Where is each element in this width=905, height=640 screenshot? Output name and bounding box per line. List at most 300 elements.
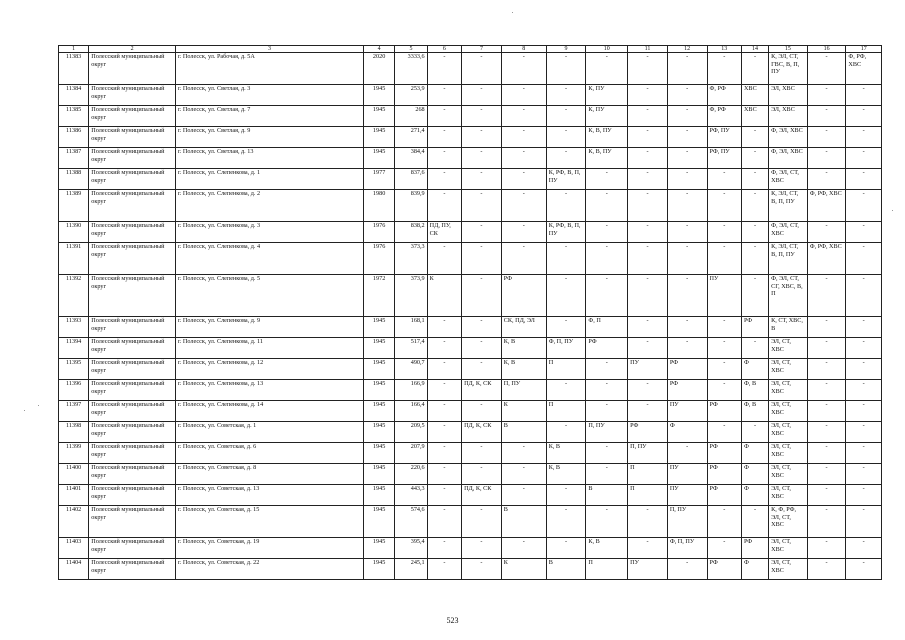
cell-col-17: - bbox=[846, 443, 882, 464]
table-row bbox=[59, 243, 882, 275]
cell-col-7: - bbox=[462, 401, 502, 422]
cell-col-9: П bbox=[546, 401, 586, 422]
cell-col-6: - bbox=[427, 506, 461, 538]
cell-col-8: - bbox=[501, 243, 546, 275]
cell-col-1: 11402 bbox=[59, 506, 89, 538]
cell-col-15: ЭЛ, СТ, ХВС bbox=[769, 443, 808, 464]
cell-col-4: 2020 bbox=[363, 53, 394, 85]
cell-col-4: 1945 bbox=[363, 538, 394, 559]
column-number-12: 12 bbox=[667, 46, 707, 53]
cell-col-5: 268 bbox=[395, 106, 427, 127]
cell-col-14: Ф, В bbox=[741, 401, 768, 422]
cell-col-2: Полесский муниципальный округ bbox=[89, 148, 176, 169]
cell-col-4: 1945 bbox=[363, 380, 394, 401]
cell-col-4: 1945 bbox=[363, 485, 394, 506]
cell-col-13: - bbox=[707, 506, 741, 538]
cell-col-6: - bbox=[427, 538, 461, 559]
cell-col-9: В bbox=[546, 559, 586, 580]
cell-col-6: - bbox=[427, 485, 461, 506]
table-row bbox=[59, 338, 882, 359]
cell-col-5: 574,6 bbox=[395, 506, 427, 538]
cell-col-12: - bbox=[667, 222, 707, 243]
cell-col-12: - bbox=[667, 243, 707, 275]
cell-col-17: - bbox=[846, 85, 882, 106]
cell-col-2: Полесский муниципальный округ bbox=[89, 506, 176, 538]
cell-col-8: П, ПУ bbox=[501, 380, 546, 401]
cell-col-14: ХВС bbox=[741, 85, 768, 106]
cell-col-11: - bbox=[628, 338, 668, 359]
table-row bbox=[59, 443, 882, 464]
column-number-5: 5 bbox=[395, 46, 427, 53]
cell-col-11: - bbox=[628, 53, 668, 85]
cell-col-11: П bbox=[628, 485, 668, 506]
cell-col-17: - bbox=[846, 127, 882, 148]
cell-col-1: 11384 bbox=[59, 85, 89, 106]
cell-col-15: Ф, ЭЛ, СТ, ХВС bbox=[769, 222, 808, 243]
cell-col-6: - bbox=[427, 190, 461, 222]
cell-col-5: 373,3 bbox=[395, 243, 427, 275]
cell-col-7: - bbox=[462, 169, 502, 190]
cell-col-6: - bbox=[427, 443, 461, 464]
cell-col-10: В bbox=[586, 485, 628, 506]
cell-col-1: 11383 bbox=[59, 53, 89, 85]
cell-col-15: К, ЭЛ, СТ, В, П, ПУ bbox=[769, 243, 808, 275]
column-number-17: 17 bbox=[846, 46, 882, 53]
cell-col-7: - bbox=[462, 359, 502, 380]
cell-col-10: - bbox=[586, 443, 628, 464]
cell-col-5: 245,1 bbox=[395, 559, 427, 580]
cell-col-13: - bbox=[707, 222, 741, 243]
cell-col-15: ЭЛ, СТ, ХВС bbox=[769, 559, 808, 580]
cell-col-3: г. Полесск, ул. Слепенкова, д. 4 bbox=[175, 243, 363, 275]
cell-col-12: - bbox=[667, 53, 707, 85]
cell-col-6: - bbox=[427, 559, 461, 580]
cell-col-16: - bbox=[807, 538, 846, 559]
cell-col-10: П, ПУ bbox=[586, 422, 628, 443]
cell-col-7: - bbox=[462, 243, 502, 275]
cell-col-13: - bbox=[707, 338, 741, 359]
cell-col-4: 1945 bbox=[363, 106, 394, 127]
cell-col-11: - bbox=[628, 190, 668, 222]
cell-col-5: 166,9 bbox=[395, 380, 427, 401]
cell-col-11: П bbox=[628, 464, 668, 485]
cell-col-13: ПУ bbox=[707, 275, 741, 317]
cell-col-8: В bbox=[501, 422, 546, 443]
cell-col-6: - bbox=[427, 338, 461, 359]
cell-col-13: - bbox=[707, 380, 741, 401]
cell-col-9: П bbox=[546, 359, 586, 380]
cell-col-14: - bbox=[741, 190, 768, 222]
table-row bbox=[59, 275, 882, 317]
cell-col-4: 1945 bbox=[363, 422, 394, 443]
cell-col-8: К, В bbox=[501, 359, 546, 380]
table-row bbox=[59, 190, 882, 222]
cell-col-2: Полесский муниципальный округ bbox=[89, 222, 176, 243]
register-table bbox=[58, 45, 882, 580]
cell-col-3: г. Полесск, ул. Рабочая, д. 5А bbox=[175, 53, 363, 85]
column-number-16: 16 bbox=[807, 46, 846, 53]
cell-col-6: К bbox=[427, 275, 461, 317]
cell-col-9: К, РФ, В, П, ПУ bbox=[546, 169, 586, 190]
cell-col-7: ПД, К, СК bbox=[462, 422, 502, 443]
table-row bbox=[59, 401, 882, 422]
cell-col-4: 1977 bbox=[363, 169, 394, 190]
cell-col-10: - bbox=[586, 53, 628, 85]
cell-col-9: Ф, П, ПУ bbox=[546, 338, 586, 359]
table-row bbox=[59, 85, 882, 106]
cell-col-1: 11399 bbox=[59, 443, 89, 464]
cell-col-1: 11392 bbox=[59, 275, 89, 317]
cell-col-17: - bbox=[846, 106, 882, 127]
cell-col-5: 253,9 bbox=[395, 85, 427, 106]
cell-col-5: 837,6 bbox=[395, 169, 427, 190]
table-row bbox=[59, 538, 882, 559]
table-row bbox=[59, 169, 882, 190]
cell-col-7: ПД, К, СК bbox=[462, 380, 502, 401]
cell-col-15: К, СТ, ХВС, В bbox=[769, 317, 808, 338]
column-number-row bbox=[59, 46, 882, 53]
cell-col-14: - bbox=[741, 169, 768, 190]
cell-col-8: - bbox=[501, 538, 546, 559]
cell-col-16: Ф, РФ, ХВС bbox=[807, 190, 846, 222]
cell-col-16: - bbox=[807, 422, 846, 443]
cell-col-10: - bbox=[586, 506, 628, 538]
cell-col-15: ЭЛ, СТ, ХВС bbox=[769, 359, 808, 380]
cell-col-13: РФ bbox=[707, 401, 741, 422]
cell-col-12: - bbox=[667, 275, 707, 317]
table-row bbox=[59, 422, 882, 443]
cell-col-10: К, ПУ bbox=[586, 85, 628, 106]
cell-col-1: 11389 bbox=[59, 190, 89, 222]
cell-col-15: ЭЛ, СТ, ХВС bbox=[769, 338, 808, 359]
page-number: 523 bbox=[446, 616, 459, 625]
cell-col-2: Полесский муниципальный округ bbox=[89, 380, 176, 401]
cell-col-7: - bbox=[462, 222, 502, 243]
cell-col-16: - bbox=[807, 359, 846, 380]
cell-col-16: - bbox=[807, 464, 846, 485]
cell-col-17: - bbox=[846, 275, 882, 317]
cell-col-6: - bbox=[427, 106, 461, 127]
cell-col-9: К, РФ, В, П, ПУ bbox=[546, 222, 586, 243]
cell-col-4: 1945 bbox=[363, 464, 394, 485]
cell-col-12: - bbox=[667, 338, 707, 359]
cell-col-8: К bbox=[501, 559, 546, 580]
table-row bbox=[59, 359, 882, 380]
cell-col-4: 1976 bbox=[363, 243, 394, 275]
cell-col-6: - bbox=[427, 169, 461, 190]
column-number-14: 14 bbox=[741, 46, 768, 53]
cell-col-8: - bbox=[501, 85, 546, 106]
column-number-6: 6 bbox=[427, 46, 461, 53]
cell-col-16: - bbox=[807, 338, 846, 359]
cell-col-2: Полесский муниципальный округ bbox=[89, 53, 176, 85]
cell-col-15: К, Ф, РФ, ЭЛ, СТ, ХВС bbox=[769, 506, 808, 538]
cell-col-14: - bbox=[741, 127, 768, 148]
cell-col-5: 443,3 bbox=[395, 485, 427, 506]
cell-col-13: - bbox=[707, 53, 741, 85]
cell-col-11: - bbox=[628, 243, 668, 275]
cell-col-7: - bbox=[462, 443, 502, 464]
cell-col-3: г. Полесск, ул. Светлая, д. 9 bbox=[175, 127, 363, 148]
cell-col-13: - bbox=[707, 359, 741, 380]
cell-col-4: 1945 bbox=[363, 443, 394, 464]
cell-col-5: 517,4 bbox=[395, 338, 427, 359]
cell-col-3: г. Полесск, ул. Светлая, д. 3 bbox=[175, 85, 363, 106]
cell-col-7: - bbox=[462, 190, 502, 222]
cell-col-4: 1945 bbox=[363, 317, 394, 338]
cell-col-15: Ф, ЭЛ, СТ, ХВС bbox=[769, 169, 808, 190]
cell-col-3: г. Полесск, ул. Слепенкова, д. 13 bbox=[175, 380, 363, 401]
cell-col-3: г. Полесск, ул. Советская, д. 19 bbox=[175, 538, 363, 559]
cell-col-6: - bbox=[427, 53, 461, 85]
cell-col-4: 1945 bbox=[363, 127, 394, 148]
cell-col-14: Ф bbox=[741, 464, 768, 485]
cell-col-2: Полесский муниципальный округ bbox=[89, 169, 176, 190]
cell-col-5: 271,4 bbox=[395, 127, 427, 148]
cell-col-5: 166,4 bbox=[395, 401, 427, 422]
cell-col-13: - bbox=[707, 422, 741, 443]
cell-col-1: 11404 bbox=[59, 559, 89, 580]
table-row bbox=[59, 559, 882, 580]
cell-col-4: 1945 bbox=[363, 148, 394, 169]
cell-col-7: - bbox=[462, 127, 502, 148]
cell-col-15: Ф, ЭЛ, ХВС bbox=[769, 148, 808, 169]
cell-col-15: Ф, ЭЛ, ХВС bbox=[769, 127, 808, 148]
register-table-container bbox=[58, 45, 882, 580]
column-number-11: 11 bbox=[628, 46, 668, 53]
cell-col-12: - bbox=[667, 317, 707, 338]
cell-col-5: 209,5 bbox=[395, 422, 427, 443]
cell-col-10: К, В, ПУ bbox=[586, 127, 628, 148]
column-number-3: 3 bbox=[175, 46, 363, 53]
cell-col-10: РФ bbox=[586, 338, 628, 359]
cell-col-7: - bbox=[462, 338, 502, 359]
cell-col-6: - bbox=[427, 359, 461, 380]
cell-col-4: 1976 bbox=[363, 222, 394, 243]
cell-col-12: - bbox=[667, 148, 707, 169]
cell-col-8: РФ bbox=[501, 275, 546, 317]
cell-col-3: г. Полесск, ул. Слепенкова, д. 1 bbox=[175, 169, 363, 190]
cell-col-10: П bbox=[586, 559, 628, 580]
cell-col-11: - bbox=[628, 380, 668, 401]
cell-col-3: г. Полесск, ул. Слепенкова, д. 14 bbox=[175, 401, 363, 422]
cell-col-16: - bbox=[807, 106, 846, 127]
table-row bbox=[59, 380, 882, 401]
cell-col-13: Ф, РФ bbox=[707, 106, 741, 127]
cell-col-11: - bbox=[628, 538, 668, 559]
table-row bbox=[59, 485, 882, 506]
cell-col-17: - bbox=[846, 338, 882, 359]
cell-col-1: 11393 bbox=[59, 317, 89, 338]
cell-col-13: - bbox=[707, 243, 741, 275]
cell-col-3: г. Полесск, ул. Советская, д. 13 bbox=[175, 485, 363, 506]
cell-col-3: г. Полесск, ул. Слепенкова, д. 9 bbox=[175, 317, 363, 338]
cell-col-17: - bbox=[846, 222, 882, 243]
cell-col-17: - bbox=[846, 317, 882, 338]
cell-col-8: К, В bbox=[501, 338, 546, 359]
cell-col-7: ПД, К, СК bbox=[462, 485, 502, 506]
cell-col-17: - bbox=[846, 380, 882, 401]
cell-col-11: П, ПУ bbox=[628, 443, 668, 464]
cell-col-7: - bbox=[462, 559, 502, 580]
cell-col-14: ХВС bbox=[741, 106, 768, 127]
cell-col-6: - bbox=[427, 464, 461, 485]
cell-col-9: - bbox=[546, 317, 586, 338]
cell-col-15: ЭЛ, СТ, ХВС bbox=[769, 538, 808, 559]
cell-col-13: - bbox=[707, 169, 741, 190]
cell-col-8: - bbox=[501, 148, 546, 169]
cell-col-13: - bbox=[707, 317, 741, 338]
cell-col-14: - bbox=[741, 222, 768, 243]
cell-col-9: - bbox=[546, 275, 586, 317]
cell-col-10: К, В bbox=[586, 538, 628, 559]
cell-col-4: 1945 bbox=[363, 559, 394, 580]
cell-col-9: К, В bbox=[546, 443, 586, 464]
cell-col-13: РФ bbox=[707, 559, 741, 580]
column-number-1: 1 bbox=[59, 46, 89, 53]
cell-col-14: - bbox=[741, 506, 768, 538]
cell-col-15: ЭЛ, ХВС bbox=[769, 106, 808, 127]
cell-col-15: ЭЛ, СТ, ХВС bbox=[769, 422, 808, 443]
cell-col-10: - bbox=[586, 169, 628, 190]
cell-col-3: г. Полесск, ул. Слепенкова, д. 12 bbox=[175, 359, 363, 380]
cell-col-14: - bbox=[741, 422, 768, 443]
cell-col-9: - bbox=[546, 106, 586, 127]
cell-col-17: - bbox=[846, 401, 882, 422]
cell-col-6: - bbox=[427, 243, 461, 275]
cell-col-10: Ф, П bbox=[586, 317, 628, 338]
cell-col-13: РФ, ПУ bbox=[707, 148, 741, 169]
cell-col-17: - bbox=[846, 359, 882, 380]
cell-col-15: К, ЭЛ, СТ, В, П, ПУ bbox=[769, 190, 808, 222]
cell-col-12: - bbox=[667, 106, 707, 127]
cell-col-16: - bbox=[807, 506, 846, 538]
column-number-2: 2 bbox=[89, 46, 176, 53]
cell-col-16: - bbox=[807, 443, 846, 464]
cell-col-14: - bbox=[741, 53, 768, 85]
cell-col-12: ПУ bbox=[667, 401, 707, 422]
cell-col-17: - bbox=[846, 464, 882, 485]
cell-col-16: - bbox=[807, 127, 846, 148]
cell-col-4: 1972 bbox=[363, 275, 394, 317]
cell-col-17: - bbox=[846, 538, 882, 559]
cell-col-1: 11403 bbox=[59, 538, 89, 559]
cell-col-10: - bbox=[586, 464, 628, 485]
cell-col-17: - bbox=[846, 422, 882, 443]
column-number-15: 15 bbox=[769, 46, 808, 53]
cell-col-10: - bbox=[586, 359, 628, 380]
cell-col-3: г. Полесск, ул. Советская, д. 1 bbox=[175, 422, 363, 443]
cell-col-11: ПУ bbox=[628, 559, 668, 580]
cell-col-12: П, ПУ bbox=[667, 506, 707, 538]
cell-col-9: - bbox=[546, 506, 586, 538]
cell-col-6: - bbox=[427, 380, 461, 401]
cell-col-17: - bbox=[846, 485, 882, 506]
cell-col-11: - bbox=[628, 222, 668, 243]
cell-col-5: 207,9 bbox=[395, 443, 427, 464]
table-row bbox=[59, 464, 882, 485]
cell-col-2: Полесский муниципальный округ bbox=[89, 243, 176, 275]
cell-col-9: К, В bbox=[546, 464, 586, 485]
cell-col-8: К bbox=[501, 401, 546, 422]
cell-col-8: - bbox=[501, 106, 546, 127]
cell-col-16: - bbox=[807, 485, 846, 506]
cell-col-7: - bbox=[462, 106, 502, 127]
cell-col-6: ПД, ПУ, СК bbox=[427, 222, 461, 243]
cell-col-2: Полесский муниципальный округ bbox=[89, 538, 176, 559]
cell-col-8: - bbox=[501, 464, 546, 485]
table-row bbox=[59, 127, 882, 148]
cell-col-16: - bbox=[807, 275, 846, 317]
cell-col-6: - bbox=[427, 85, 461, 106]
cell-col-13: - bbox=[707, 190, 741, 222]
cell-col-1: 11388 bbox=[59, 169, 89, 190]
cell-col-17: - bbox=[846, 243, 882, 275]
cell-col-9: - bbox=[546, 53, 586, 85]
cell-col-11: - bbox=[628, 317, 668, 338]
cell-col-5: 839,9 bbox=[395, 190, 427, 222]
cell-col-15: К, ЭЛ, СТ, ГВС, В, П, ПУ bbox=[769, 53, 808, 85]
cell-col-11: - bbox=[628, 401, 668, 422]
cell-col-2: Полесский муниципальный округ bbox=[89, 401, 176, 422]
cell-col-9: - bbox=[546, 190, 586, 222]
cell-col-2: Полесский муниципальный округ bbox=[89, 464, 176, 485]
cell-col-2: Полесский муниципальный округ bbox=[89, 317, 176, 338]
cell-col-1: 11390 bbox=[59, 222, 89, 243]
cell-col-10: К, ПУ bbox=[586, 106, 628, 127]
cell-col-3: г. Полесск, ул. Светлая, д. 7 bbox=[175, 106, 363, 127]
cell-col-1: 11401 bbox=[59, 485, 89, 506]
cell-col-16: - bbox=[807, 53, 846, 85]
cell-col-6: - bbox=[427, 401, 461, 422]
cell-col-12: Ф, П, ПУ bbox=[667, 538, 707, 559]
column-number-13: 13 bbox=[707, 46, 741, 53]
cell-col-1: 11386 bbox=[59, 127, 89, 148]
cell-col-9: - bbox=[546, 85, 586, 106]
cell-col-8: - bbox=[501, 222, 546, 243]
table-row bbox=[59, 317, 882, 338]
cell-col-5: 395,4 bbox=[395, 538, 427, 559]
cell-col-8: - bbox=[501, 190, 546, 222]
cell-col-14: - bbox=[741, 148, 768, 169]
cell-col-16: - bbox=[807, 380, 846, 401]
cell-col-14: Ф, В bbox=[741, 380, 768, 401]
cell-col-10: - bbox=[586, 380, 628, 401]
cell-col-1: 11394 bbox=[59, 338, 89, 359]
cell-col-5: 220,6 bbox=[395, 464, 427, 485]
cell-col-14: - bbox=[741, 275, 768, 317]
cell-col-2: Полесский муниципальный округ bbox=[89, 190, 176, 222]
cell-col-4: 1980 bbox=[363, 190, 394, 222]
cell-col-3: г. Полесск, ул. Слепенкова, д. 11 bbox=[175, 338, 363, 359]
cell-col-7: - bbox=[462, 317, 502, 338]
cell-col-16: - bbox=[807, 401, 846, 422]
cell-col-10: - bbox=[586, 243, 628, 275]
cell-col-11: ПУ bbox=[628, 359, 668, 380]
cell-col-6: - bbox=[427, 422, 461, 443]
cell-col-11: - bbox=[628, 85, 668, 106]
cell-col-13: РФ bbox=[707, 485, 741, 506]
cell-col-1: 11385 bbox=[59, 106, 89, 127]
cell-col-7: - bbox=[462, 53, 502, 85]
cell-col-10: - bbox=[586, 190, 628, 222]
cell-col-16: - bbox=[807, 85, 846, 106]
cell-col-2: Полесский муниципальный округ bbox=[89, 85, 176, 106]
cell-col-12: - bbox=[667, 443, 707, 464]
cell-col-2: Полесский муниципальный округ bbox=[89, 422, 176, 443]
cell-col-8: В bbox=[501, 506, 546, 538]
cell-col-17: Ф, РФ, ХВС bbox=[846, 53, 882, 85]
